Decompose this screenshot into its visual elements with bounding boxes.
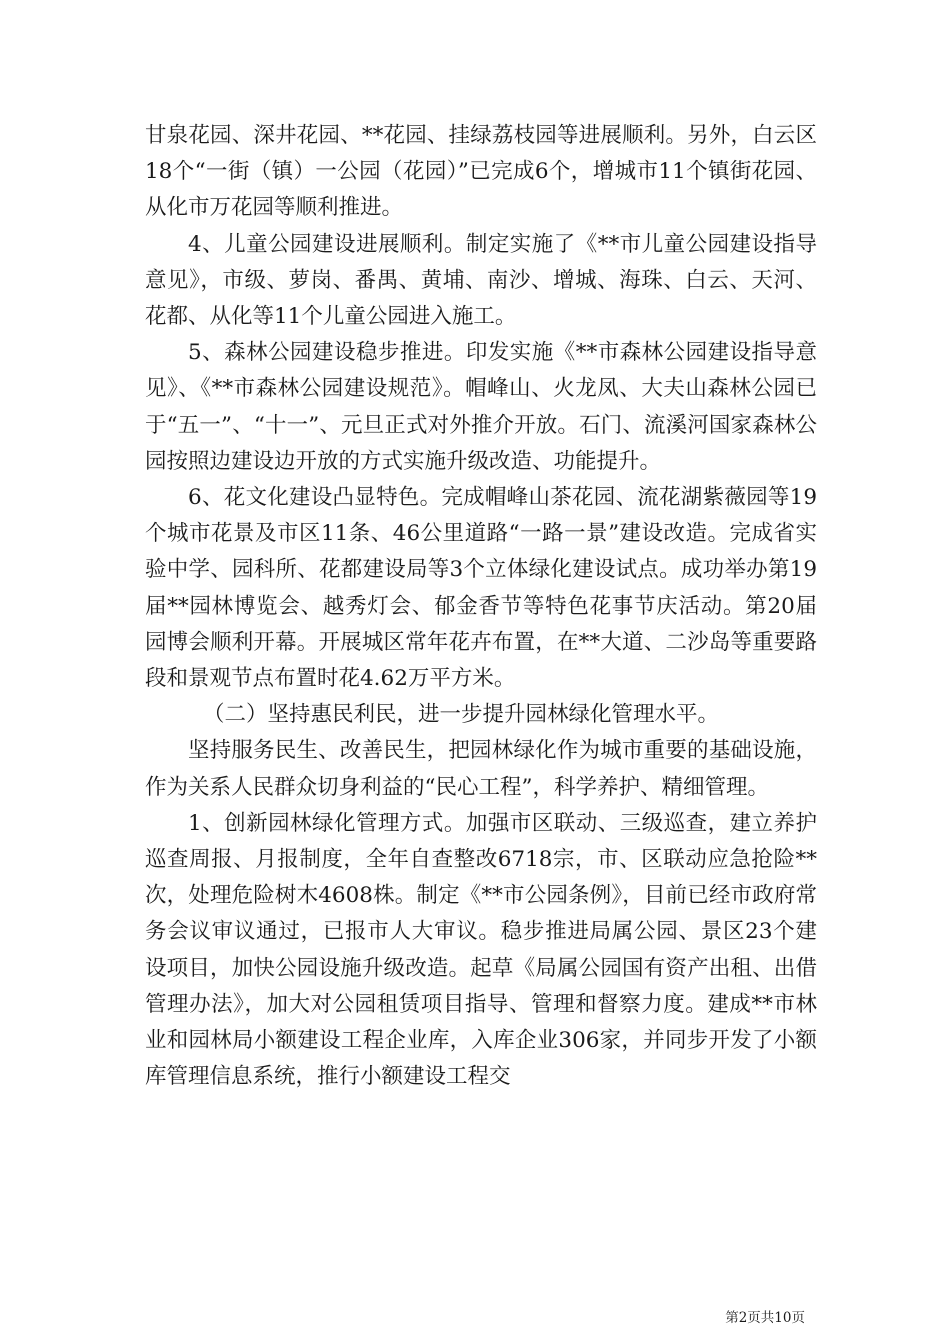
page-number-footer: 第2页共10页 [725,1310,805,1326]
paragraph-innovate-management: 1、创新园林绿化管理方式。加强市区联动、三级巡查，建立养护巡查周报、月报制度，全年自查整改6718宗，市、区联动应急抢险**次，处理危险树木4608株。制定《**市公园条例》，目前已经市政府常务会议审议通过，已报市人大审议。稳步推进局属公园、景区23个建设项目，加快公园设施升级改造。起草《局属公园国有资产出租、出借管理办法》，加大对公园租赁项目指导、管理和督察力度。建成**市林业和园林局小额建设工程企业库，入库企业306家，并同步开发了小额库管理信息系统，推行小额建设工程交 [145,810,817,1090]
paragraph-continued-gardens: 甘泉花园、深井花园、**花园、挂绿荔枝园等进展顺利。另外，白云区18个“一街（镇）一公园（花园）”已完成6个，增城市11个镇街花园、从化市万花园等顺利推进。 [145,123,817,221]
section-heading-management: （二）坚持惠民利民，进一步提升园林绿化管理水平。 [203,702,720,728]
paragraph-childrens-parks: 4、儿童公园建设进展顺利。制定实施了《**市儿童公园建设指导意见》，市级、萝岗、番禺、黄埔、南沙、增城、海珠、白云、天河、花都、从化等11个儿童公园进入施工。 [145,231,817,330]
paragraph-flower-culture: 6、花文化建设凸显特色。完成帽峰山茶花园、流花湖紫薇园等19个城市花景及市区11条、46公里道路“一路一景”建设改造。完成省实验中学、园科所、花都建设局等3个立体绿化建设试点。成功举办第19届**园林博览会、越秀灯会、郁金香节等特色花事节庆活动。第20届园博会顺利开幕。开展城区常年花卉布置，在**大道、二沙岛等重要路段和景观节点布置时花4.62万平方米。 [145,485,817,692]
document-body [145,118,817,1095]
paragraph-service-livelihood: 坚持服务民生、改善民生，把园林绿化作为城市重要的基础设施，作为关系人民群众切身利益的“民心工程”，科学养护、精细管理。 [145,738,817,800]
paragraph-forest-parks: 5、森林公园建设稳步推进。印发实施《**市森林公园建设指导意见》、《**市森林公园建设规范》。帽峰山、火龙凤、大夫山森林公园已于“五一”、“十一”、元旦正式对外推介开放。石门、流溪河国家森林公园按照边建设边开放的方式实施升级改造、功能提升。 [145,340,817,474]
